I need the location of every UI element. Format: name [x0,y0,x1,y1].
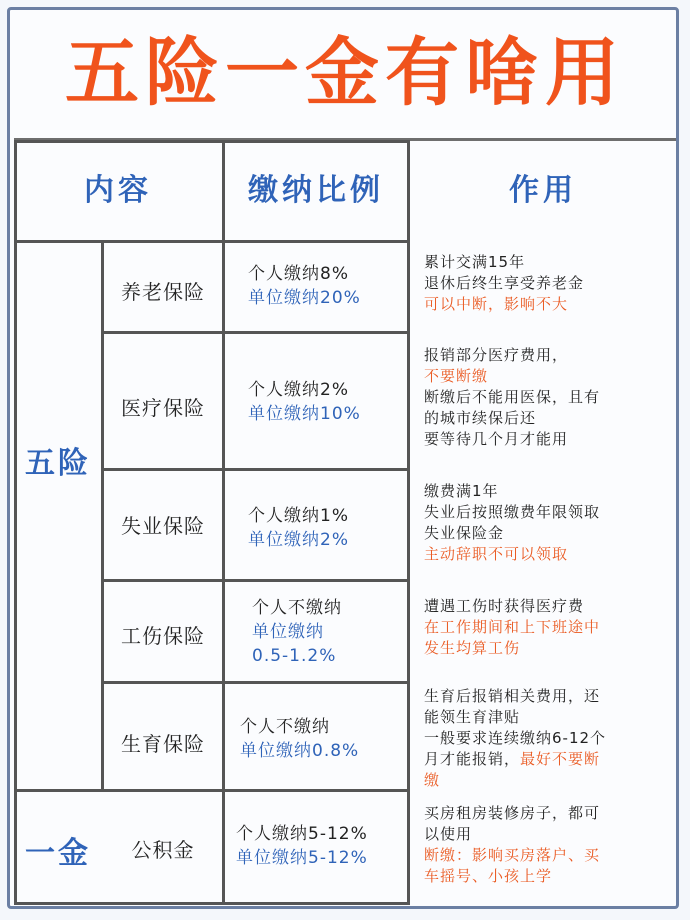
item-housing-fund-use [424,803,664,887]
use-line-warning: 在工作期间和上下班途中 [424,618,601,636]
item-medical-name: 医疗保险 [121,396,205,420]
unit-rate-range: 0.5-1.2% [252,646,337,666]
group-five-insurances: 五险 [25,446,91,481]
use-line-warning: 主动辞职不可以领取 [424,545,569,563]
unit-rate: 单位缴纳10% [248,404,361,424]
use-line-warning: 可以中断，影响不大 [424,295,569,313]
row-divider-4 [102,681,410,684]
personal-rate: 个人不缴纳 [240,717,330,737]
use-line-warning: 发生均算工伤 [424,639,521,657]
item-injury-use [424,596,664,659]
unit-rate: 单位缴纳5-12% [236,848,368,868]
use-line: 报销部分医疗费用， [424,346,569,364]
item-maternity-use [424,686,664,791]
use-line: 失业后按照缴费年限领取 [424,503,601,521]
item-medical-ratio [248,378,361,426]
use-line: 月才能报销， [424,750,521,768]
use-line: 买房租房装修房子，都可 [424,804,601,822]
table-left-border [14,140,17,905]
item-maternity-ratio [240,715,359,763]
personal-rate: 个人缴纳8% [248,264,349,284]
use-line: 失业保险金 [424,524,505,542]
header-bottom-border [14,240,410,243]
use-line-warning: 不要断缴 [424,367,489,385]
use-line: 退休后终生享受养老金 [424,274,585,292]
group-divider [14,789,410,792]
use-line: 生育后报销相关费用，还 [424,687,601,705]
use-line-mixed [424,749,664,770]
row-divider-1 [102,331,410,334]
personal-rate: 个人缴纳2% [248,380,349,400]
unit-rate: 单位缴纳 [252,622,324,642]
use-line-warning: 断缴：影响买房落户、买 [424,846,601,864]
use-line: 累计交满15年 [424,253,526,271]
personal-rate: 个人不缴纳 [252,598,342,618]
unit-rate: 单位缴纳0.8% [240,741,360,761]
item-pension-use [424,252,664,315]
item-housing-fund-ratio [236,822,368,870]
item-medical-use [424,345,664,450]
item-housing-fund-name: 公积金 [131,838,195,862]
item-injury-ratio [252,596,342,668]
content-column-divider [222,140,225,905]
header-ratio: 缴纳比例 [248,173,384,208]
use-line: 能领生育津贴 [424,708,521,726]
use-line: 要等待几个月才能用 [424,430,569,448]
item-pension-name: 养老保险 [121,280,205,304]
item-maternity-name: 生育保险 [121,732,205,756]
group-housing-fund: 一金 [25,836,91,871]
use-line-warning: 车摇号、小孩上学 [424,867,553,885]
row-divider-2 [102,468,410,471]
header-content: 内容 [84,173,152,208]
page-title: 五险一金有啥用 [65,30,625,116]
item-unemployment-ratio [248,504,349,552]
use-line: 一般要求连续缴纳6-12个 [424,729,607,747]
use-line: 缴费满1年 [424,482,499,500]
header-function: 作用 [509,173,577,208]
unit-rate: 单位缴纳2% [248,530,349,550]
use-line: 断缴后不能用医保，且有 [424,388,601,406]
item-unemployment-name: 失业保险 [121,514,205,538]
use-line: 以使用 [424,825,473,843]
personal-rate: 个人缴纳5-12% [236,824,368,844]
use-line: 的城市续保后还 [424,409,537,427]
use-line-warning: 缴 [424,771,441,789]
row-divider-3 [102,579,410,582]
unit-rate: 单位缴纳20% [248,288,361,308]
use-line: 遭遇工伤时获得医疗费 [424,597,585,615]
item-unemployment-use [424,481,664,565]
item-pension-ratio [248,262,361,310]
ratio-column-divider [407,140,410,905]
table-bottom-border [14,902,410,905]
use-line-warning: 最好不要断 [520,750,601,768]
personal-rate: 个人缴纳1% [248,506,349,526]
item-injury-name: 工伤保险 [121,624,205,648]
